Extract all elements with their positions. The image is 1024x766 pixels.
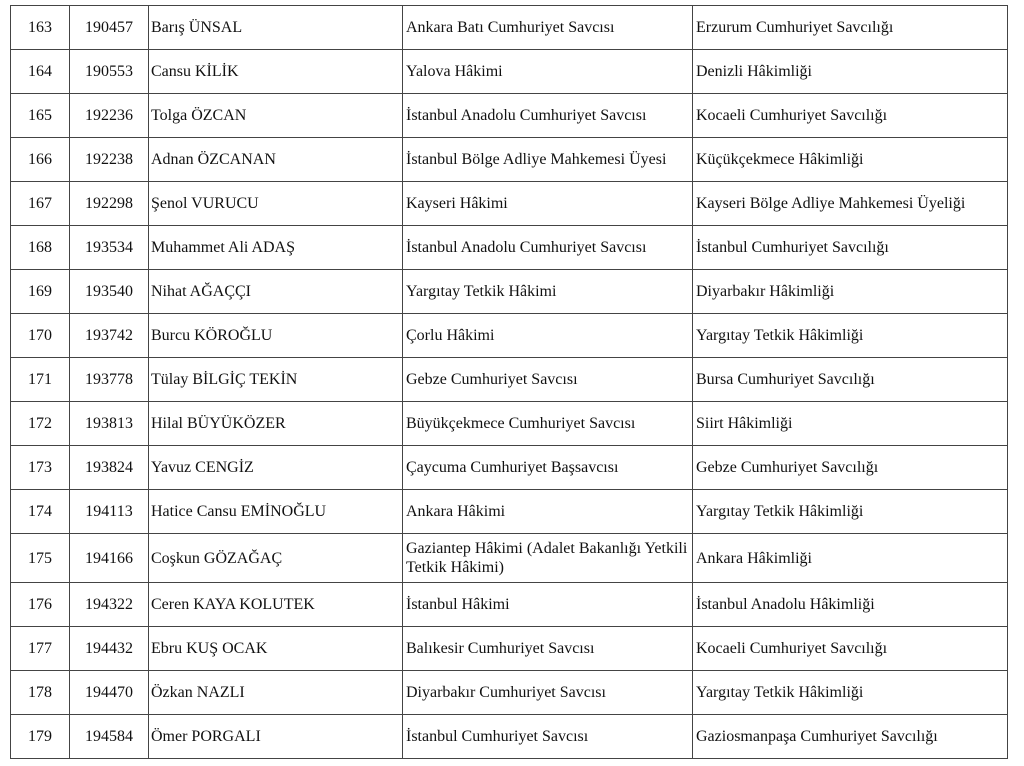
current-position: Ankara Batı Cumhuriyet Savcısı — [403, 6, 693, 50]
current-position: İstanbul Anadolu Cumhuriyet Savcısı — [403, 226, 693, 270]
registry-number: 194113 — [70, 490, 149, 534]
row-number: 167 — [11, 182, 70, 226]
row-number: 169 — [11, 270, 70, 314]
current-position: İstanbul Anadolu Cumhuriyet Savcısı — [403, 94, 693, 138]
registry-number: 193778 — [70, 358, 149, 402]
new-position: Gebze Cumhuriyet Savcılığı — [693, 446, 1008, 490]
person-name: Barış ÜNSAL — [149, 6, 403, 50]
registry-number: 190553 — [70, 50, 149, 94]
person-name: Muhammet Ali ADAŞ — [149, 226, 403, 270]
registry-number: 193534 — [70, 226, 149, 270]
table-row — [11, 671, 1008, 715]
current-position: Büyükçekmece Cumhuriyet Savcısı — [403, 402, 693, 446]
person-name: Cansu KİLİK — [149, 50, 403, 94]
current-position: İstanbul Bölge Adliye Mahkemesi Üyesi — [403, 138, 693, 182]
registry-number: 192238 — [70, 138, 149, 182]
new-position: Erzurum Cumhuriyet Savcılığı — [693, 6, 1008, 50]
current-position: Balıkesir Cumhuriyet Savcısı — [403, 627, 693, 671]
registry-number: 194432 — [70, 627, 149, 671]
registry-number: 193813 — [70, 402, 149, 446]
table-row — [11, 715, 1008, 759]
new-position: İstanbul Anadolu Hâkimliği — [693, 583, 1008, 627]
person-name: Tülay BİLGİÇ TEKİN — [149, 358, 403, 402]
current-position: Gebze Cumhuriyet Savcısı — [403, 358, 693, 402]
new-position: Diyarbakır Hâkimliği — [693, 270, 1008, 314]
table-row — [11, 490, 1008, 534]
table-row — [11, 50, 1008, 94]
table-row — [11, 6, 1008, 50]
person-name: Tolga ÖZCAN — [149, 94, 403, 138]
row-number: 178 — [11, 671, 70, 715]
registry-number: 194470 — [70, 671, 149, 715]
row-number: 170 — [11, 314, 70, 358]
new-position: Yargıtay Tetkik Hâkimliği — [693, 490, 1008, 534]
person-name: Coşkun GÖZAĞAÇ — [149, 534, 403, 583]
row-number: 173 — [11, 446, 70, 490]
current-position: Ankara Hâkimi — [403, 490, 693, 534]
person-name: Ceren KAYA KOLUTEK — [149, 583, 403, 627]
table-row — [11, 358, 1008, 402]
appointment-table-body — [11, 6, 1008, 759]
new-position: Küçükçekmece Hâkimliği — [693, 138, 1008, 182]
new-position: İstanbul Cumhuriyet Savcılığı — [693, 226, 1008, 270]
row-number: 175 — [11, 534, 70, 583]
row-number: 164 — [11, 50, 70, 94]
row-number: 172 — [11, 402, 70, 446]
table-row — [11, 627, 1008, 671]
current-position: İstanbul Cumhuriyet Savcısı — [403, 715, 693, 759]
table-row — [11, 226, 1008, 270]
table-row — [11, 270, 1008, 314]
new-position: Kocaeli Cumhuriyet Savcılığı — [693, 94, 1008, 138]
person-name: Ömer PORGALI — [149, 715, 403, 759]
new-position: Gaziosmanpaşa Cumhuriyet Savcılığı — [693, 715, 1008, 759]
person-name: Hatice Cansu EMİNOĞLU — [149, 490, 403, 534]
person-name: Özkan NAZLI — [149, 671, 403, 715]
registry-number: 194166 — [70, 534, 149, 583]
person-name: Nihat AĞAÇÇI — [149, 270, 403, 314]
table-row — [11, 182, 1008, 226]
row-number: 171 — [11, 358, 70, 402]
row-number: 177 — [11, 627, 70, 671]
row-number: 168 — [11, 226, 70, 270]
table-row — [11, 534, 1008, 583]
table-row — [11, 94, 1008, 138]
row-number: 176 — [11, 583, 70, 627]
current-position: Diyarbakır Cumhuriyet Savcısı — [403, 671, 693, 715]
new-position: Siirt Hâkimliği — [693, 402, 1008, 446]
person-name: Şenol VURUCU — [149, 182, 403, 226]
row-number: 165 — [11, 94, 70, 138]
appointment-table — [10, 5, 1008, 759]
row-number: 174 — [11, 490, 70, 534]
registry-number: 193824 — [70, 446, 149, 490]
registry-number: 193540 — [70, 270, 149, 314]
person-name: Adnan ÖZCANAN — [149, 138, 403, 182]
current-position: Yargıtay Tetkik Hâkimi — [403, 270, 693, 314]
table-row — [11, 138, 1008, 182]
table-row — [11, 314, 1008, 358]
row-number: 179 — [11, 715, 70, 759]
current-position: Çaycuma Cumhuriyet Başsavcısı — [403, 446, 693, 490]
person-name: Hilal BÜYÜKÖZER — [149, 402, 403, 446]
current-position: Çorlu Hâkimi — [403, 314, 693, 358]
table-row — [11, 446, 1008, 490]
new-position: Yargıtay Tetkik Hâkimliği — [693, 671, 1008, 715]
new-position: Ankara Hâkimliği — [693, 534, 1008, 583]
registry-number: 192236 — [70, 94, 149, 138]
registry-number: 194584 — [70, 715, 149, 759]
person-name: Ebru KUŞ OCAK — [149, 627, 403, 671]
current-position: Kayseri Hâkimi — [403, 182, 693, 226]
new-position: Kocaeli Cumhuriyet Savcılığı — [693, 627, 1008, 671]
row-number: 166 — [11, 138, 70, 182]
current-position: Yalova Hâkimi — [403, 50, 693, 94]
person-name: Burcu KÖROĞLU — [149, 314, 403, 358]
registry-number: 190457 — [70, 6, 149, 50]
registry-number: 193742 — [70, 314, 149, 358]
new-position: Bursa Cumhuriyet Savcılığı — [693, 358, 1008, 402]
table-row — [11, 402, 1008, 446]
registry-number: 192298 — [70, 182, 149, 226]
new-position: Yargıtay Tetkik Hâkimliği — [693, 314, 1008, 358]
new-position: Denizli Hâkimliği — [693, 50, 1008, 94]
current-position: Gaziantep Hâkimi (Adalet Bakanlığı Yetkili Tetkik Hâkimi) — [403, 534, 693, 583]
table-row — [11, 583, 1008, 627]
registry-number: 194322 — [70, 583, 149, 627]
person-name: Yavuz CENGİZ — [149, 446, 403, 490]
row-number: 163 — [11, 6, 70, 50]
current-position: İstanbul Hâkimi — [403, 583, 693, 627]
new-position: Kayseri Bölge Adliye Mahkemesi Üyeliği — [693, 182, 1008, 226]
